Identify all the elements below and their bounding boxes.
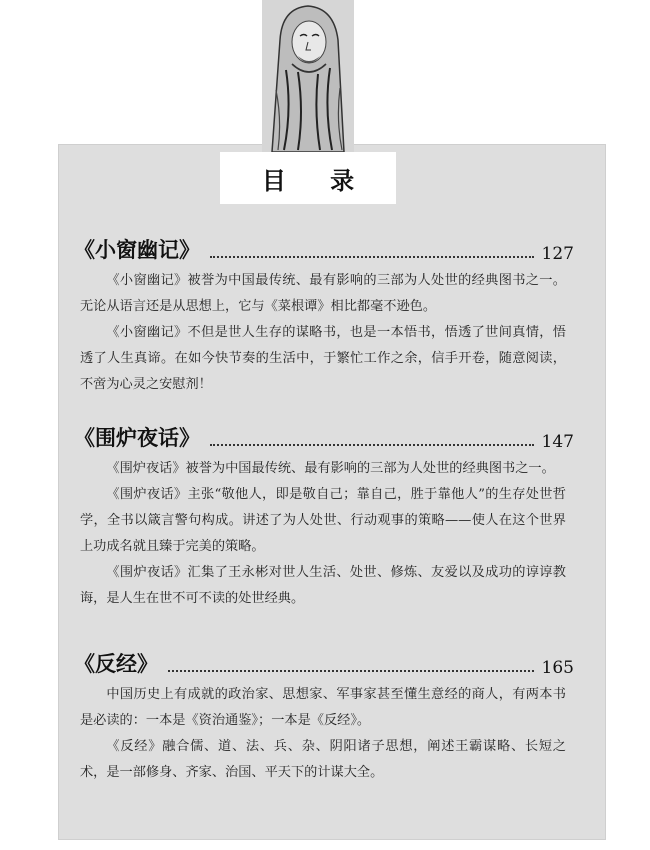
dot-leader xyxy=(168,669,534,672)
toc-entry-header[interactable] xyxy=(74,236,574,264)
entry-description: 《小窗幽记》被誉为中国最传统、最有影响的三部为人处世的经典图书之一。无论从语言还是从思想上，它与《菜根谭》相比都毫不逊色。 xyxy=(80,273,566,314)
toc-page-number: 127 xyxy=(541,244,574,264)
toc-entry-header[interactable] xyxy=(74,424,574,452)
page-title: 目 录 xyxy=(261,165,373,195)
portrait-image xyxy=(262,0,354,152)
dot-leader xyxy=(210,443,534,446)
entry-description: 《反经》融合儒、道、法、兵、杂、阴阳诸子思想，阐述王霸谋略、长短之术，是一部修身、齐家、治国、平天下的计谋大全。 xyxy=(80,739,566,780)
title-box xyxy=(220,152,396,204)
monk-portrait-drawing xyxy=(262,0,354,152)
entry-description: 《围炉夜话》汇集了王永彬对世人生活、处世、修炼、友爱以及成功的谆谆教诲，是人生在世不可不读的处世经典。 xyxy=(80,565,566,606)
toc-entry-xiaochuang xyxy=(74,236,574,398)
toc-entry-weilu xyxy=(74,424,574,612)
toc-entry-fanjing xyxy=(74,650,574,786)
toc-entry-title: 《反经》 xyxy=(74,651,158,676)
entry-description: 《围炉夜话》被誉为中国最传统、最有影响的三部为人处世的经典图书之一。 xyxy=(106,461,555,476)
toc-page-number: 165 xyxy=(541,658,574,678)
toc-page-number: 147 xyxy=(541,432,574,452)
toc-entry-header[interactable] xyxy=(74,650,574,678)
toc-entry-title: 《围炉夜话》 xyxy=(74,425,200,450)
toc-entry-title: 《小窗幽记》 xyxy=(74,237,200,262)
entry-description: 《小窗幽记》不但是世人生存的谋略书，也是一本悟书，悟透了世间真情，悟透了人生真谛。在如今快节奏的生活中，于繁忙工作之余，信手开卷，随意阅读，不啻为心灵之安慰剂！ xyxy=(80,325,566,392)
entry-description: 《围炉夜话》主张“敬他人，即是敬自己；靠自己，胜于靠他人”的生存处世哲学，全书以箴言警句构成。讲述了为人处世、行动观事的策略——使人在这个世界上功成名就且臻于完美的策略。 xyxy=(80,487,566,554)
entry-description: 中国历史上有成就的政治家、思想家、军事家甚至懂生意经的商人，有两本书是必读的：一本是《资治通鉴》；一本是《反经》。 xyxy=(80,687,566,728)
dot-leader xyxy=(210,255,534,258)
